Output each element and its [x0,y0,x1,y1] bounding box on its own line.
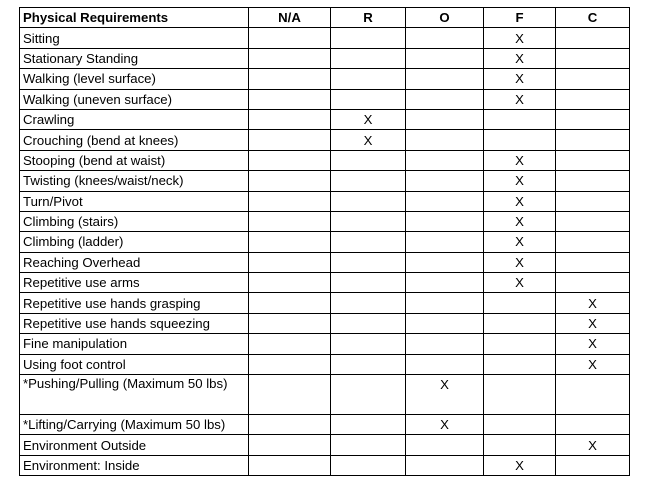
requirement-label: Environment: Inside [20,455,249,475]
mark-cell-na [249,130,331,150]
mark-cell-o [406,334,484,354]
mark-cell-r [331,455,406,475]
mark-cell-o [406,89,484,109]
mark-cell-c [556,252,630,272]
table-row [20,455,630,475]
mark-cell-f [484,334,556,354]
mark-cell-c [556,48,630,68]
mark-cell-f [484,415,556,435]
mark-cell-c [556,455,630,475]
header-c: C [556,8,630,28]
mark-cell-r [331,89,406,109]
mark-cell-na [249,435,331,455]
table-row [20,48,630,68]
mark-cell-na [249,150,331,170]
header-na: N/A [249,8,331,28]
mark-cell-r [331,69,406,89]
table-row [20,232,630,252]
mark-cell-r [331,334,406,354]
mark-cell-f: X [484,171,556,191]
mark-cell-r [331,211,406,231]
mark-cell-f: X [484,273,556,293]
table-row [20,109,630,129]
requirement-label: Fine manipulation [20,334,249,354]
header-r: R [331,8,406,28]
table-row [20,28,630,48]
mark-cell-c [556,28,630,48]
mark-cell-o: X [406,415,484,435]
mark-cell-r [331,150,406,170]
table-row [20,334,630,354]
mark-cell-f: X [484,211,556,231]
requirement-label: Turn/Pivot [20,191,249,211]
mark-cell-o: X [406,375,484,415]
mark-cell-r [331,354,406,374]
mark-cell-o [406,28,484,48]
mark-cell-c [556,130,630,150]
mark-cell-o [406,313,484,333]
mark-cell-na [249,89,331,109]
table-row [20,293,630,313]
mark-cell-f [484,354,556,374]
table-row [20,211,630,231]
mark-cell-c [556,375,630,415]
mark-cell-f: X [484,89,556,109]
mark-cell-c: X [556,313,630,333]
mark-cell-f: X [484,191,556,211]
mark-cell-c [556,415,630,435]
mark-cell-r [331,293,406,313]
table-row [20,191,630,211]
mark-cell-c: X [556,435,630,455]
requirement-label: Environment Outside [20,435,249,455]
mark-cell-na [249,273,331,293]
mark-cell-r [331,415,406,435]
requirement-label: Walking (level surface) [20,69,249,89]
mark-cell-f: X [484,69,556,89]
mark-cell-na [249,313,331,333]
requirement-label: Repetitive use hands grasping [20,293,249,313]
mark-cell-na [249,28,331,48]
requirement-label: Stooping (bend at waist) [20,150,249,170]
mark-cell-na [249,171,331,191]
mark-cell-c: X [556,293,630,313]
mark-cell-c [556,89,630,109]
mark-cell-r [331,273,406,293]
mark-cell-r [331,232,406,252]
mark-cell-f [484,130,556,150]
mark-cell-r [331,28,406,48]
requirement-label: Sitting [20,28,249,48]
mark-cell-o [406,232,484,252]
mark-cell-o [406,48,484,68]
mark-cell-na [249,455,331,475]
mark-cell-c [556,191,630,211]
requirement-label: Climbing (stairs) [20,211,249,231]
table-row [20,252,630,272]
physical-requirements-table [19,7,630,476]
mark-cell-f: X [484,455,556,475]
table-row [20,435,630,455]
table-row [20,69,630,89]
header-f: F [484,8,556,28]
mark-cell-c [556,232,630,252]
mark-cell-o [406,273,484,293]
mark-cell-c [556,171,630,191]
mark-cell-r [331,48,406,68]
table-row [20,150,630,170]
mark-cell-o [406,211,484,231]
mark-cell-c [556,69,630,89]
mark-cell-c [556,109,630,129]
mark-cell-r [331,191,406,211]
mark-cell-o [406,130,484,150]
mark-cell-o [406,293,484,313]
requirement-label: Repetitive use hands squeezing [20,313,249,333]
table-row [20,273,630,293]
requirement-label: Crawling [20,109,249,129]
mark-cell-na [249,69,331,89]
requirement-label: Reaching Overhead [20,252,249,272]
requirement-label: Using foot control [20,354,249,374]
mark-cell-o [406,252,484,272]
mark-cell-o [406,69,484,89]
mark-cell-r [331,313,406,333]
mark-cell-r: X [331,130,406,150]
requirement-label: *Pushing/Pulling (Maximum 50 lbs) [20,375,249,415]
mark-cell-o [406,150,484,170]
table-row [20,375,630,415]
mark-cell-r [331,435,406,455]
mark-cell-c: X [556,334,630,354]
table-row [20,415,630,435]
requirement-label: Repetitive use arms [20,273,249,293]
mark-cell-na [249,293,331,313]
mark-cell-f [484,109,556,129]
mark-cell-na [249,211,331,231]
mark-cell-na [249,334,331,354]
mark-cell-f [484,313,556,333]
requirement-label: Twisting (knees/waist/neck) [20,171,249,191]
mark-cell-c: X [556,354,630,374]
mark-cell-r [331,375,406,415]
mark-cell-na [249,415,331,435]
mark-cell-o [406,191,484,211]
mark-cell-c [556,273,630,293]
mark-cell-o [406,171,484,191]
mark-cell-r [331,252,406,272]
table-row [20,171,630,191]
mark-cell-na [249,48,331,68]
mark-cell-r: X [331,109,406,129]
mark-cell-na [249,191,331,211]
mark-cell-na [249,252,331,272]
mark-cell-f: X [484,150,556,170]
mark-cell-f: X [484,232,556,252]
requirement-label: Crouching (bend at knees) [20,130,249,150]
table-row [20,313,630,333]
mark-cell-o [406,435,484,455]
requirement-label: Climbing (ladder) [20,232,249,252]
header-o: O [406,8,484,28]
header-row [20,8,630,28]
mark-cell-f [484,293,556,313]
mark-cell-na [249,354,331,374]
mark-cell-f [484,375,556,415]
requirement-label: Walking (uneven surface) [20,89,249,109]
mark-cell-na [249,232,331,252]
mark-cell-c [556,150,630,170]
mark-cell-f [484,435,556,455]
header-physical-requirements: Physical Requirements [20,8,249,28]
mark-cell-c [556,211,630,231]
requirement-label: *Lifting/Carrying (Maximum 50 lbs) [20,415,249,435]
mark-cell-f: X [484,48,556,68]
mark-cell-f: X [484,28,556,48]
mark-cell-na [249,375,331,415]
mark-cell-f: X [484,252,556,272]
mark-cell-r [331,171,406,191]
mark-cell-o [406,354,484,374]
table-row [20,89,630,109]
table-row [20,354,630,374]
mark-cell-na [249,109,331,129]
mark-cell-o [406,109,484,129]
table-row [20,130,630,150]
mark-cell-o [406,455,484,475]
requirement-label: Stationary Standing [20,48,249,68]
